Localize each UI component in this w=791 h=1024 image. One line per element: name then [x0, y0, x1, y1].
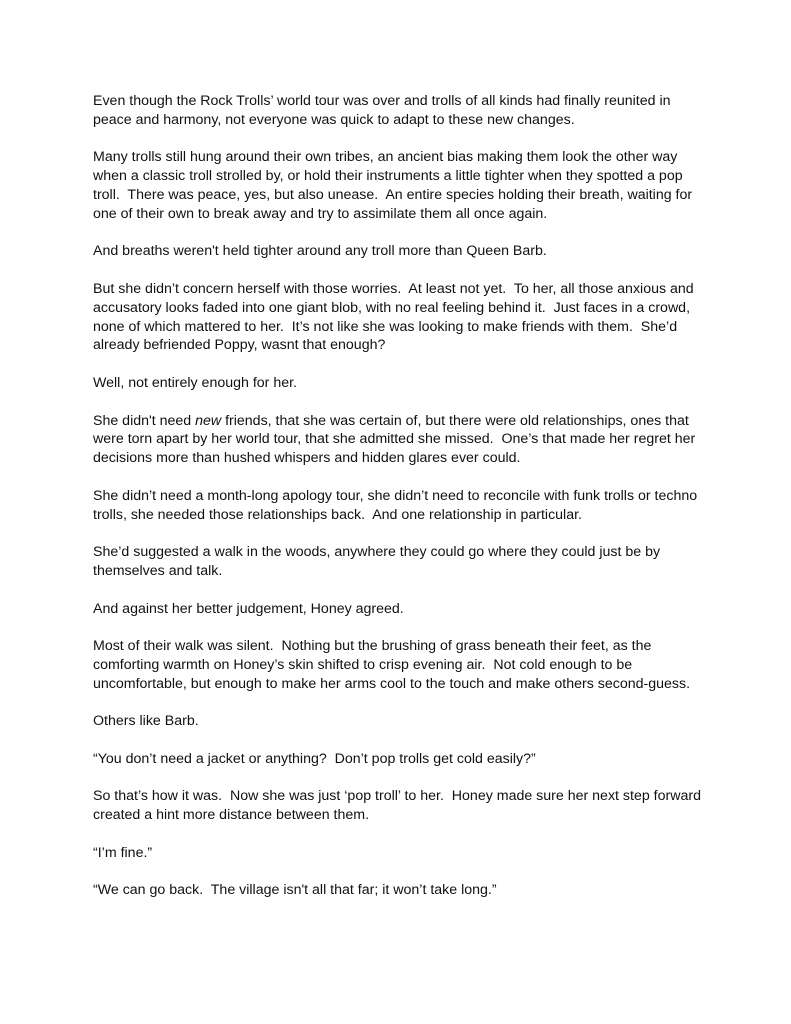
- text-segment: So that’s how it was. Now she was just ‘pop troll’ to her. Honey made sure her next step forward created a hint more distance between them.: [93, 788, 705, 824]
- paragraph: [93, 712, 705, 731]
- text-segment: Well, not entirely enough for her.: [93, 374, 297, 391]
- text-segment: And breaths weren't held tighter around any troll more than Queen Barb.: [93, 243, 547, 260]
- paragraph: [93, 412, 705, 468]
- text-segment: Most of their walk was silent. Nothing but the brushing of grass beneath their feet, as the comforting warmth on Honey’s skin shifted to crisp evening air. Not cold enough to be uncomfortable, but enough to make her arms cool to the touch and make others second-guess.: [93, 638, 691, 692]
- paragraph: [93, 148, 705, 223]
- text-segment: She didn’t need a month-long apology tour, she didn’t need to reconcile with funk trolls or techno trolls, she needed those relationships back. And one relationship in particular.: [93, 487, 702, 523]
- text-segment: She didn't need: [93, 412, 196, 429]
- paragraph: [93, 487, 705, 525]
- paragraph: [93, 787, 705, 825]
- text-segment: Even though the Rock Trolls’ world tour was over and trolls of all kinds had finally reunited in peace and harmony, not everyone was quick to adapt to these new changes.: [93, 93, 675, 128]
- text-segment: But she didn’t concern herself with those worries. At least not yet. To her, all those anxious and accusatory looks faded into one giant blob, with no real feeling behind it. Just faces in a crowd, none of which mattered to her. It’s not like she was looking to make friends with them. She’d already befriended Poppy, wasnt that enough?: [93, 280, 698, 354]
- italic-text-segment: new: [195, 412, 222, 429]
- text-segment: And against her better judgement, Honey agreed.: [93, 600, 404, 617]
- text-segment: Others like Barb.: [93, 713, 199, 730]
- text-segment: “I’m fine.”: [93, 844, 153, 861]
- paragraph: [93, 374, 705, 393]
- paragraph: [93, 844, 705, 863]
- paragraph: [93, 600, 705, 619]
- paragraph: [93, 543, 705, 581]
- text-segment: She’d suggested a walk in the woods, anywhere they could go where they could just be by themselves and talk.: [93, 544, 665, 579]
- text-segment: Many trolls still hung around their own tribes, an ancient bias making them look the other way when a classic troll strolled by, or hold their instruments a little tighter when they spotted a pop troll. There was peace, yes, but also unease. An entire species holding their breath, waiting for one of their own to break away and try to assimilate them all once again.: [93, 149, 697, 222]
- text-segment: “You don’t need a jacket or anything? Don’t pop trolls get cold easily?”: [93, 750, 536, 767]
- document-page: [93, 92, 705, 919]
- paragraph: [93, 92, 705, 130]
- text-segment: “We can go back. The village isn't all that far; it won’t take long.”: [93, 882, 497, 899]
- paragraph: [93, 637, 705, 693]
- paragraph: [93, 750, 705, 769]
- text-segment: friends, that she was certain of, but there were old relationships, ones that were torn apart by her world tour, that she admitted she missed. One’s that made her regret her decisions more than hushed whispers and hidden glares ever could.: [93, 412, 700, 467]
- paragraph: [93, 242, 705, 261]
- paragraph: [93, 881, 705, 900]
- paragraph: [93, 280, 705, 355]
